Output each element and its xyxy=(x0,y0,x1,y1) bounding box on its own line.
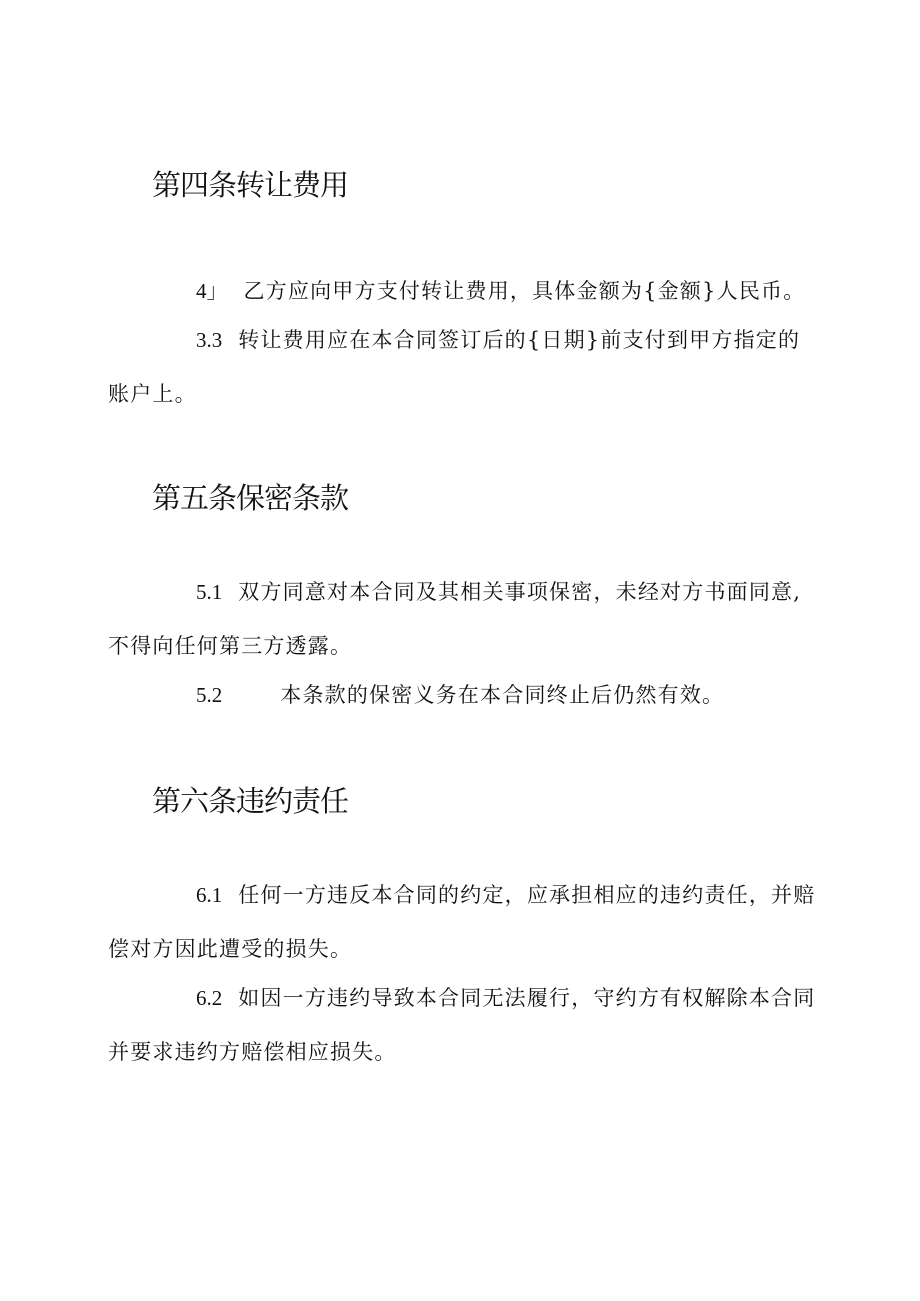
clause-text: 乙方应向甲方支付转让费用，具体金额为{金额}人民币。 xyxy=(243,279,806,303)
clause-text: 双方同意对本合同及其相关事项保密，未经对方书面同意,不得向任何第三方透露。 xyxy=(108,580,802,658)
clause-number: 5.2 xyxy=(196,683,223,707)
clause-text: 转让费用应在本合同签订后的{日期}前支付到甲方指定的账户上。 xyxy=(108,328,801,406)
clause xyxy=(108,565,818,673)
section-title: 第五条保密条款 xyxy=(152,481,349,515)
clause-number: 4」 xyxy=(196,279,228,303)
clause-text: 如因一方违约导致本合同无法履行，守约方有权解除本合同并要求违约方赔偿相应损失。 xyxy=(108,986,816,1064)
section-title: 第四条转让费用 xyxy=(152,168,349,202)
clause xyxy=(108,313,818,421)
clause-text: 任何一方违反本合同的约定，应承担相应的违约责任，并赔偿对方因此遭受的损失。 xyxy=(108,883,816,961)
clause xyxy=(108,868,818,976)
section-title: 第六条违约责任 xyxy=(152,784,349,818)
clause xyxy=(108,971,818,1079)
clause-number: 5.1 xyxy=(196,580,223,604)
clause-number: 3.3 xyxy=(196,328,223,352)
clause-text: 本条款的保密义务在本合同终止后仍然有效。 xyxy=(280,683,725,707)
clause xyxy=(108,668,818,722)
clause-number: 6.1 xyxy=(196,883,223,907)
clause-number: 6.2 xyxy=(196,986,223,1010)
clause xyxy=(108,264,818,318)
